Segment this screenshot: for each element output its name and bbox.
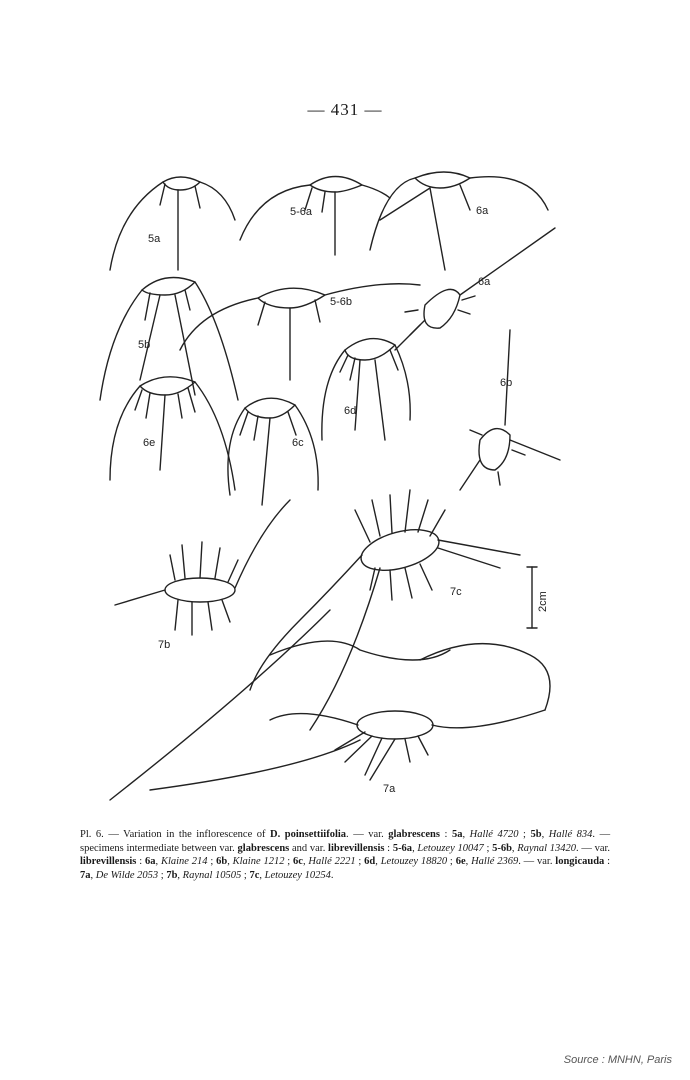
peduncle-loop (270, 641, 450, 660)
label-6c: 6c (292, 437, 304, 449)
specimen-6d (322, 339, 410, 440)
label-7b: 7b (158, 639, 171, 651)
specimen-6e (110, 377, 235, 490)
label-6a-mid: 6a (478, 276, 491, 288)
specimen-7b (115, 500, 290, 635)
label-6d: 6d (344, 405, 357, 417)
specimen-6a-top (370, 172, 548, 270)
label-6e: 6e (143, 437, 156, 449)
scale-bar (527, 567, 549, 628)
label-5-6a: 5-6a (290, 206, 313, 218)
inflorescence-drawings (0, 150, 690, 830)
specimen-5b (100, 278, 238, 401)
label-5b: 5b (138, 339, 151, 351)
label-5-6b: 5-6b (330, 296, 353, 308)
specimen-6a-mid (395, 228, 555, 350)
specimen-7a (270, 710, 545, 780)
specimen-5-6a (240, 177, 390, 256)
label-6a-top: 6a (476, 205, 489, 217)
specimen-6b (460, 330, 560, 490)
scale-bar-label: 2cm (537, 591, 549, 612)
source-credit: Source : MNHN, Paris (563, 1054, 672, 1066)
label-7c: 7c (450, 586, 462, 598)
figure-caption: Pl. 6. — Variation in the inflorescence of D. poinsettiifolia. — var. glabrescens : 5a, Hallé 4720 ; 5b, Hallé 834. — specimens intermediate between var. glabrescens and var. librevillensis : 5-6a, Letouzey 10047 ; 5-6b, Raynal 13420. — var. librevillensis : 6a, Klaine 214 ; 6b, Klaine 1212 ; 6c, Hallé 2221 ; 6d, Letouzey 18820 ; 6e, Hallé 2369. — var. longicauda : 7a, De Wilde 2053 ; 7b, Raynal 10505 ; 7c, Letouzey 10254. (80, 829, 611, 881)
peduncle-7c (110, 610, 330, 800)
botanical-plate (0, 150, 690, 830)
specimen-6c (228, 398, 318, 505)
label-7a: 7a (383, 783, 396, 795)
peduncle-7a (150, 740, 360, 790)
label-6b: 6b (500, 377, 513, 389)
specimen-5-6b (180, 284, 420, 380)
specimen-7c (250, 490, 520, 730)
specimen-5a (110, 177, 235, 270)
page-number: — 431 — (307, 100, 383, 119)
peduncle-tail (420, 644, 550, 710)
label-5a: 5a (148, 233, 161, 245)
